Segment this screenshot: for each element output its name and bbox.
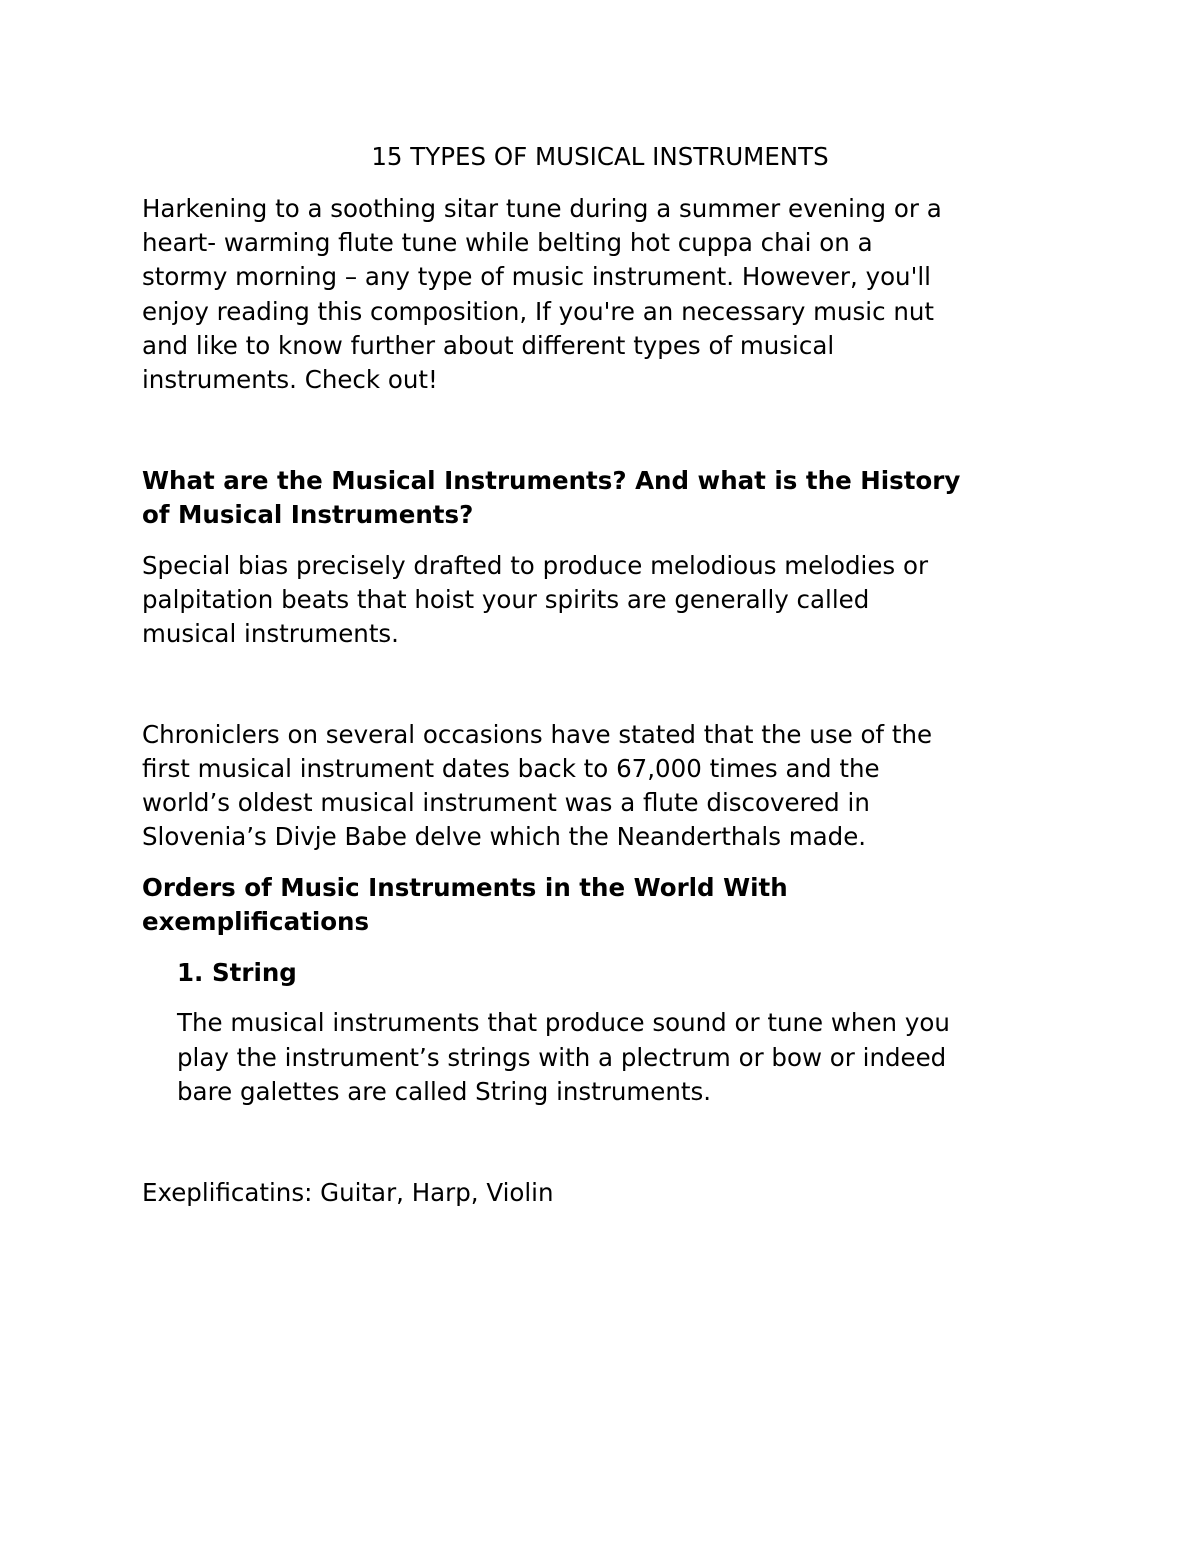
- examples-line: Exeplificatins: Guitar, Harp, Violin: [142, 1178, 554, 1207]
- list-item-string: [177, 956, 297, 990]
- intro-line: stormy morning – any type of music instrument. However, you'll: [142, 262, 931, 291]
- heading-line: Orders of Music Instruments in the World With: [142, 873, 788, 902]
- definition-line: Special bias precisely drafted to produce melodious melodies or: [142, 551, 929, 580]
- list-label: String: [212, 958, 297, 987]
- string-desc-line: The musical instruments that produce sound or tune when you: [177, 1008, 950, 1037]
- intro-line: instruments. Check out!: [142, 365, 438, 394]
- history-line: Slovenia’s Divje Babe delve which the Neanderthals made.: [142, 822, 867, 851]
- string-desc-line: play the instrument’s strings with a plectrum or bow or indeed: [177, 1043, 947, 1072]
- heading-line: of Musical Instruments?: [142, 500, 474, 529]
- heading-line: exemplifications: [142, 907, 370, 936]
- string-desc-line: bare galettes are called String instruments.: [177, 1077, 711, 1106]
- history-line: first musical instrument dates back to 67,000 times and the: [142, 754, 880, 783]
- heading-line: What are the Musical Instruments? And what is the History: [142, 466, 961, 495]
- intro-line: heart- warming flute tune while belting hot cuppa chai on a: [142, 228, 873, 257]
- intro-line: enjoy reading this composition, If you're an necessary music nut: [142, 297, 935, 326]
- list-number: 1.: [177, 958, 204, 987]
- definition-line: musical instruments.: [142, 619, 399, 648]
- definition-line: palpitation beats that hoist your spirits are generally called: [142, 585, 870, 614]
- history-line: Chroniclers on several occasions have stated that the use of the: [142, 720, 933, 749]
- history-line: world’s oldest musical instrument was a flute discovered in: [142, 788, 870, 817]
- document-title: 15 TYPES OF MUSICAL INSTRUMENTS: [371, 142, 829, 171]
- intro-line: and like to know further about different types of musical: [142, 331, 835, 360]
- intro-line: Harkening to a soothing sitar tune during a summer evening or a: [142, 194, 942, 223]
